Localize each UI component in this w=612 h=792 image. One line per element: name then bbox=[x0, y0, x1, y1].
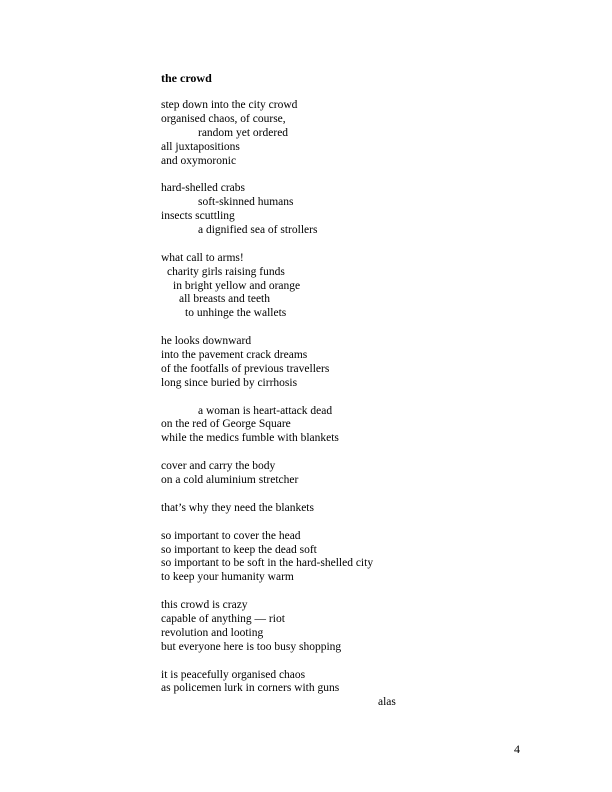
poem-line: alas bbox=[378, 696, 396, 709]
poem-line: a dignified sea of strollers bbox=[198, 224, 318, 237]
stanza-7 bbox=[161, 502, 461, 516]
poem-line: insects scuttling bbox=[161, 210, 235, 223]
poem-title: the crowd bbox=[161, 71, 212, 85]
poem-line: soft-skinned humans bbox=[198, 196, 294, 209]
poem-line: all juxtapositions bbox=[161, 140, 240, 153]
stanza-4 bbox=[161, 335, 461, 391]
poem-line: and oxymoronic bbox=[161, 154, 237, 167]
stanza-5 bbox=[161, 405, 461, 447]
page-number: 4 bbox=[514, 742, 520, 756]
poem-line: on the red of George Square bbox=[161, 418, 291, 431]
poem-line: what call to arms! bbox=[161, 251, 244, 264]
poem-line: step down into the city crowd bbox=[161, 99, 298, 111]
stanza-2 bbox=[161, 182, 461, 238]
poem-line: capable of anything — riot bbox=[161, 612, 285, 625]
poem-line: that’s why they need the blankets bbox=[161, 501, 314, 514]
stanza-9 bbox=[161, 599, 461, 655]
poem-line: it is peacefully organised chaos bbox=[161, 668, 306, 681]
stanza-10 bbox=[161, 669, 461, 711]
poem-line: a woman is heart-attack dead bbox=[198, 404, 333, 417]
poem-line: of the footfalls of previous travellers bbox=[161, 362, 330, 375]
poem-line: but everyone here is too busy shopping bbox=[161, 640, 342, 653]
poem-line: to unhinge the wallets bbox=[185, 307, 287, 320]
poem-line: in bright yellow and orange bbox=[173, 279, 301, 292]
poem-line: charity girls raising funds bbox=[167, 265, 285, 278]
stanza-1 bbox=[161, 99, 461, 168]
poem-line: so important to be soft in the hard-shelled city bbox=[161, 557, 374, 570]
poem-line: all breasts and teeth bbox=[179, 293, 271, 306]
poem-line: so important to cover the head bbox=[161, 529, 301, 542]
poem-line: he looks downward bbox=[161, 335, 252, 348]
poem-line: so important to keep the dead soft bbox=[161, 543, 317, 556]
poem-line: this crowd is crazy bbox=[161, 599, 248, 612]
poem-body bbox=[161, 99, 461, 724]
poem-line: revolution and looting bbox=[161, 626, 264, 639]
poem-line: on a cold aluminium stretcher bbox=[161, 474, 299, 487]
poem-line: hard-shelled crabs bbox=[161, 182, 245, 195]
poem-line: to keep your humanity warm bbox=[161, 571, 294, 584]
poem-line: random yet ordered bbox=[198, 126, 289, 139]
poem-line: while the medics fumble with blankets bbox=[161, 432, 339, 445]
poem-line: organised chaos, of course, bbox=[161, 112, 286, 125]
poem-line: as policemen lurk in corners with guns bbox=[161, 682, 340, 695]
stanza-8 bbox=[161, 530, 461, 586]
stanza-6 bbox=[161, 460, 461, 488]
poem-line: cover and carry the body bbox=[161, 460, 276, 473]
stanza-3 bbox=[161, 252, 461, 321]
poem-line: into the pavement crack dreams bbox=[161, 349, 308, 362]
poem-line: long since buried by cirrhosis bbox=[161, 376, 298, 389]
